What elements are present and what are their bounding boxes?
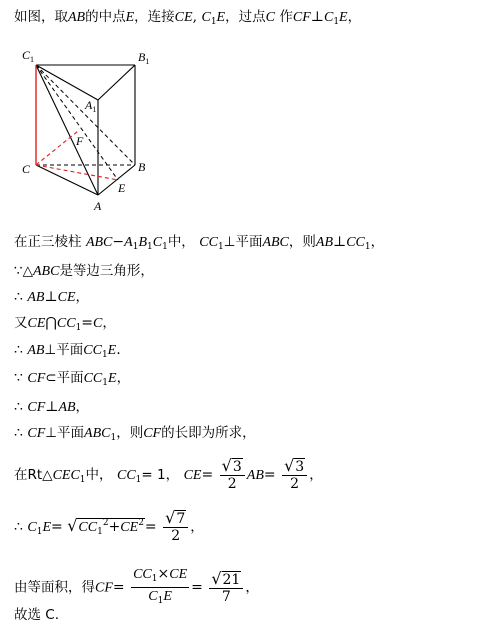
solution-line-6: ∵ CF⊂平面$CC_1E$， — [14, 370, 131, 388]
fraction-sqrt3-over-2-b: $\frac{√3}{2}$ — [282, 458, 307, 492]
label-f: F — [76, 134, 84, 148]
label-a1: $A_1$ — [85, 98, 97, 114]
edge-c1-a1 — [36, 65, 98, 100]
solution-line-7: ∴ CF⊥AB， — [14, 399, 90, 415]
label-c1: $C_1$ — [22, 48, 35, 64]
fraction-sqrt21-over-7: $\frac{√21}{7}$ — [209, 571, 243, 605]
solution-line-8: ∴ CF⊥平面$ABC_1$，则CF的长即为所求， — [14, 425, 256, 443]
solution-line-3: ∴ AB⊥CE， — [14, 289, 90, 305]
fraction-sqrt7-over-2: $\frac{√7}{2}$ — [163, 510, 188, 544]
label-b: B — [138, 160, 146, 174]
solution-line-9: 在$Rt\triangle CEC_1$中， $CC_1= 1$， CE= $\frac{√3}{2}$ AB= $\frac{√3}{2}$ ， — [14, 456, 323, 492]
solution-line-10: ∴ $C_1E= √CC_1^2+CE^2=$ $\frac{√7}{2}$ ， — [14, 508, 204, 544]
sqrt-sign: √ — [67, 516, 78, 535]
label-e: E — [118, 181, 126, 195]
edge-c-e-red — [36, 165, 118, 180]
answer-line: 故选 C. — [14, 607, 60, 623]
label-c: C — [22, 162, 31, 176]
edge-c1-e-hidden — [36, 65, 118, 180]
edge-c1-a — [36, 65, 98, 195]
label-a: A — [94, 199, 102, 213]
edge-c-a — [36, 165, 98, 195]
solution-line-4: 又$CE⋂CC_1=C$， — [14, 315, 116, 333]
edge-c-f-red — [36, 131, 78, 165]
edge-c1-b-hidden — [36, 65, 135, 165]
solution-line-2: ∵△ABC是等边三角形， — [14, 263, 154, 279]
solution-line-1: 在正三棱柱 $ABC-A_1B_1C_1$中， $CC_1\perp$平面ABC，则$AB\perp CC_1$， — [14, 234, 385, 252]
solution-line-5: ∴ AB⊥平面$CC_1E$. — [14, 342, 121, 360]
solution-line-11: 由等面积，得CF= $\frac{CC_1\times CE}{C_1E}$ = $\frac{√21}{7}$ ， — [14, 566, 259, 609]
edge-a-b — [98, 165, 135, 195]
intro-line: 如图，取AB的中点E，连接CE, $C_1E$，过点C 作$CF\perp C_1E$， — [14, 9, 362, 27]
label-b1: $B_1$ — [138, 50, 150, 66]
fraction-sqrt3-over-2: $\frac{√3}{2}$ — [220, 458, 245, 492]
fraction-area: $\frac{CC_1\times CE}{C_1E}$ — [133, 566, 188, 606]
prism-figure — [20, 45, 180, 220]
edge-a1-b1 — [98, 65, 135, 100]
